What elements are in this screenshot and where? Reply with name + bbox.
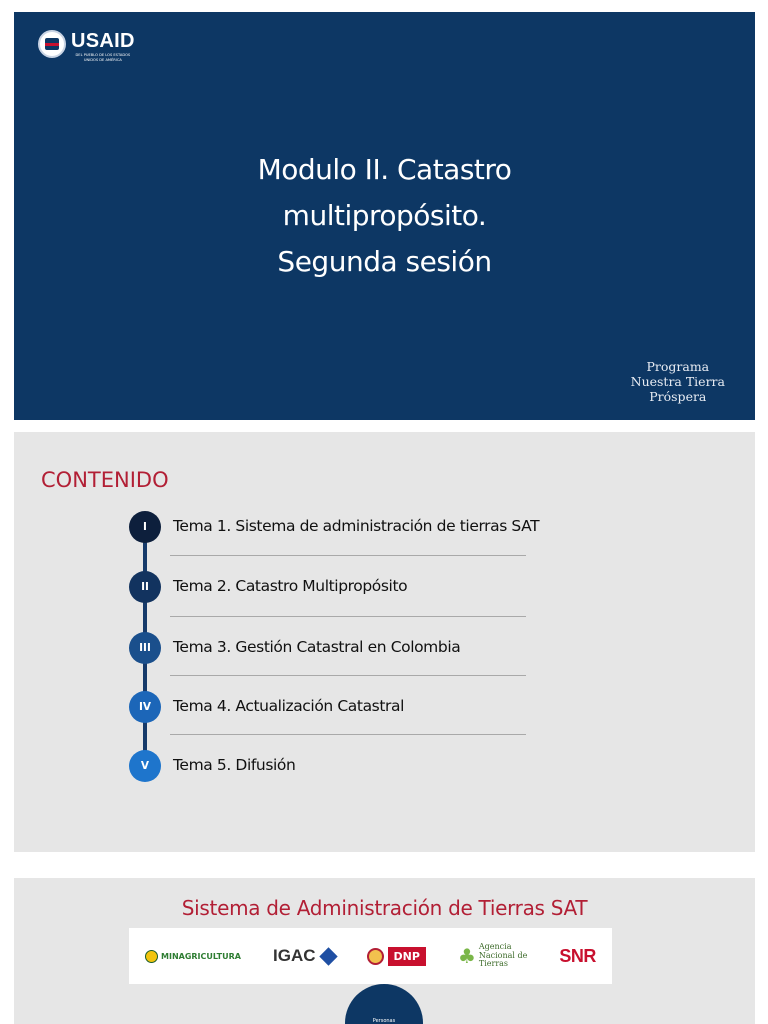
sat-title: Sistema de Administración de Tierras SAT — [181, 896, 588, 920]
minagricultura-logo — [145, 950, 241, 963]
slide-title-line1: Modulo II. Catastro — [257, 153, 512, 186]
ant-logo — [458, 943, 527, 969]
ant-label-line1: Agencia — [478, 942, 512, 952]
ant-label — [479, 943, 528, 969]
colombia-crest-icon — [145, 950, 158, 963]
usaid-seal-icon — [38, 30, 66, 58]
usaid-wordmark: USAID — [71, 30, 135, 52]
partner-logo-strip — [129, 928, 612, 984]
contents-slide — [14, 432, 755, 852]
topic-label-1: Tema 1. Sistema de administración de tierras SAT — [173, 517, 540, 535]
topic-numeral-5: V — [129, 750, 161, 782]
program-line2: Nuestra Tierra — [630, 374, 725, 389]
topic-numeral-3: III — [129, 632, 161, 664]
program-line1: Programa — [646, 359, 710, 374]
dnp-label: DNP — [388, 947, 426, 966]
slide-title — [14, 147, 755, 285]
title-slide — [14, 12, 755, 420]
slide-title-line2: multipropósito. — [282, 199, 487, 232]
usaid-subtitle — [71, 53, 135, 62]
usaid-logo — [38, 30, 135, 62]
usaid-subtitle-line1: DEL PUEBLO DE LOS ESTADOS — [75, 53, 131, 57]
snr-label: SNR — [559, 945, 596, 966]
topic-divider — [170, 555, 526, 556]
usaid-subtitle-line2: UNIDOS DE AMÉRICA — [83, 57, 122, 62]
program-line3: Próspera — [649, 389, 707, 404]
topic-divider — [170, 616, 526, 617]
topic-numeral-1: I — [129, 511, 161, 543]
diagram-circle-label: Personas — [372, 1018, 396, 1024]
topic-numeral-2: II — [129, 571, 161, 603]
contents-title: CONTENIDO — [41, 468, 169, 492]
dnp-logo — [367, 947, 426, 966]
ant-label-line2: Nacional de — [478, 950, 528, 960]
topic-divider — [170, 675, 526, 676]
ant-label-line3: Tierras — [478, 959, 509, 969]
topic-numeral-4: IV — [129, 691, 161, 723]
minagricultura-label: MINAGRICULTURA — [161, 951, 241, 961]
diagram-circle — [345, 984, 423, 1024]
program-logo — [631, 359, 725, 404]
igac-diamond-icon — [319, 947, 337, 965]
igac-logo — [273, 946, 335, 966]
slide-title-line3: Segunda sesión — [277, 245, 492, 278]
dnp-crest-icon — [367, 948, 384, 965]
igac-label: IGAC — [273, 946, 316, 965]
snr-logo — [559, 946, 596, 967]
topic-label-5: Tema 5. Difusión — [173, 756, 296, 774]
topic-label-2: Tema 2. Catastro Multipropósito — [173, 577, 408, 595]
topic-label-3: Tema 3. Gestión Catastral en Colombia — [173, 638, 461, 656]
leaf-icon: ♣ — [457, 944, 476, 968]
topic-divider — [170, 734, 526, 735]
sat-slide — [14, 878, 755, 1024]
topic-label-4: Tema 4. Actualización Catastral — [173, 697, 404, 715]
